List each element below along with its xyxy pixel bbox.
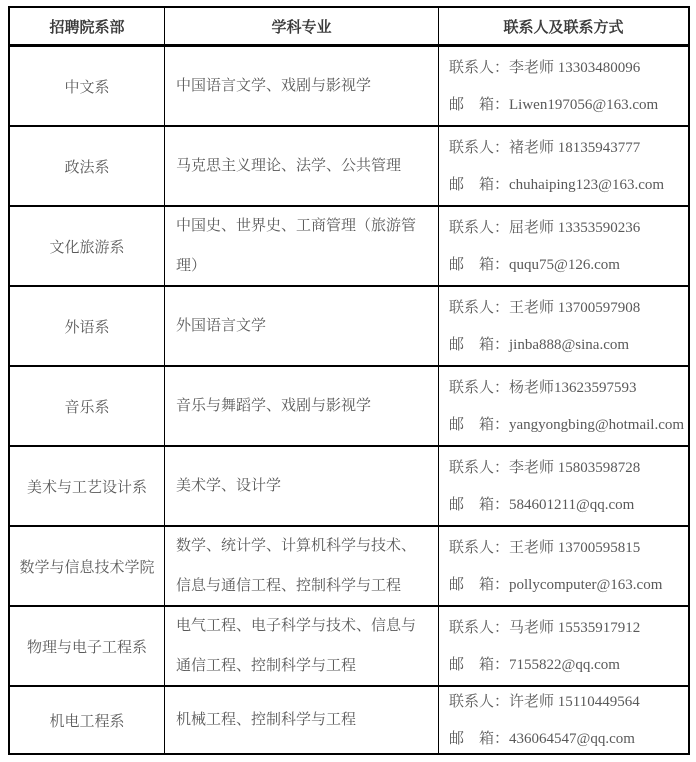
table-header xyxy=(10,8,688,47)
contact-cell xyxy=(439,47,688,125)
contact-email: 邮 箱：chuhaiping123@163.com xyxy=(449,176,665,193)
contact-email: 邮 箱：pollycomputer@163.com xyxy=(449,576,663,593)
contact-email: 邮 箱：Liwen197056@163.com xyxy=(449,96,659,113)
majors-cell: 美术学、设计学 xyxy=(165,447,439,525)
majors-cell: 电气工程、电子科学与技术、信息与通信工程、控制科学与工程 xyxy=(165,607,439,685)
table-row xyxy=(10,47,688,127)
header-department: 招聘院系部 xyxy=(10,8,165,44)
contact-person: 联系人：王老师 13700595815 xyxy=(449,539,641,556)
dept-cell: 中文系 xyxy=(10,47,165,125)
dept-cell: 文化旅游系 xyxy=(10,207,165,285)
contact-person: 联系人：李老师 13303480096 xyxy=(449,59,641,76)
contact-email: 邮 箱：7155822@qq.com xyxy=(449,656,620,673)
contact-email: 邮 箱：584601211@qq.com xyxy=(449,496,635,513)
contact-cell xyxy=(439,607,688,685)
table-row xyxy=(10,447,688,527)
contact-email: 邮 箱：jinba888@sina.com xyxy=(449,336,630,353)
table-row xyxy=(10,687,688,753)
contact-cell xyxy=(439,287,688,365)
contact-cell xyxy=(439,527,688,605)
majors-cell: 马克思主义理论、法学、公共管理 xyxy=(165,127,439,205)
dept-cell: 政法系 xyxy=(10,127,165,205)
contact-cell xyxy=(439,127,688,205)
contact-person: 联系人：马老师 15535917912 xyxy=(449,619,641,636)
table-row xyxy=(10,127,688,207)
contact-cell xyxy=(439,367,688,445)
recruitment-table xyxy=(8,6,690,755)
dept-cell: 物理与电子工程系 xyxy=(10,607,165,685)
contact-email: 邮 箱：yangyongbing@hotmail.com xyxy=(449,416,685,433)
dept-cell: 美术与工艺设计系 xyxy=(10,447,165,525)
table-row xyxy=(10,527,688,607)
contact-person: 联系人：屈老师 13353590236 xyxy=(449,219,641,236)
header-contact: 联系人及联系方式 xyxy=(503,19,624,36)
table-row xyxy=(10,287,688,367)
majors-cell: 机械工程、控制科学与工程 xyxy=(165,687,439,753)
majors-cell: 数学、统计学、计算机科学与技术、信息与通信工程、控制科学与工程 xyxy=(165,527,439,605)
contact-person: 联系人：王老师 13700597908 xyxy=(449,299,641,316)
contact-email: 邮 箱：ququ75@126.com xyxy=(449,256,620,273)
contact-cell xyxy=(439,207,688,285)
dept-cell: 外语系 xyxy=(10,287,165,365)
dept-cell: 数学与信息技术学院 xyxy=(10,527,165,605)
majors-cell: 外国语言文学 xyxy=(165,287,439,365)
majors-cell: 中国史、世界史、工商管理（旅游管理） xyxy=(165,207,439,285)
contact-person: 联系人：杨老师13623597593 xyxy=(449,379,637,396)
majors-cell: 音乐与舞蹈学、戏剧与影视学 xyxy=(165,367,439,445)
dept-cell: 机电工程系 xyxy=(10,687,165,753)
header-majors: 学科专业 xyxy=(165,8,439,44)
dept-cell: 音乐系 xyxy=(10,367,165,445)
table-row xyxy=(10,607,688,687)
contact-cell xyxy=(439,447,688,525)
contact-person: 联系人：褚老师 18135943777 xyxy=(449,139,641,156)
contact-person: 联系人：许老师 15110449564 xyxy=(449,693,640,710)
table-row xyxy=(10,207,688,287)
contact-email: 邮 箱：436064547@qq.com xyxy=(449,730,635,747)
table-row xyxy=(10,367,688,447)
contact-cell xyxy=(439,687,688,753)
majors-cell: 中国语言文学、戏剧与影视学 xyxy=(165,47,439,125)
contact-person: 联系人：李老师 15803598728 xyxy=(449,459,641,476)
